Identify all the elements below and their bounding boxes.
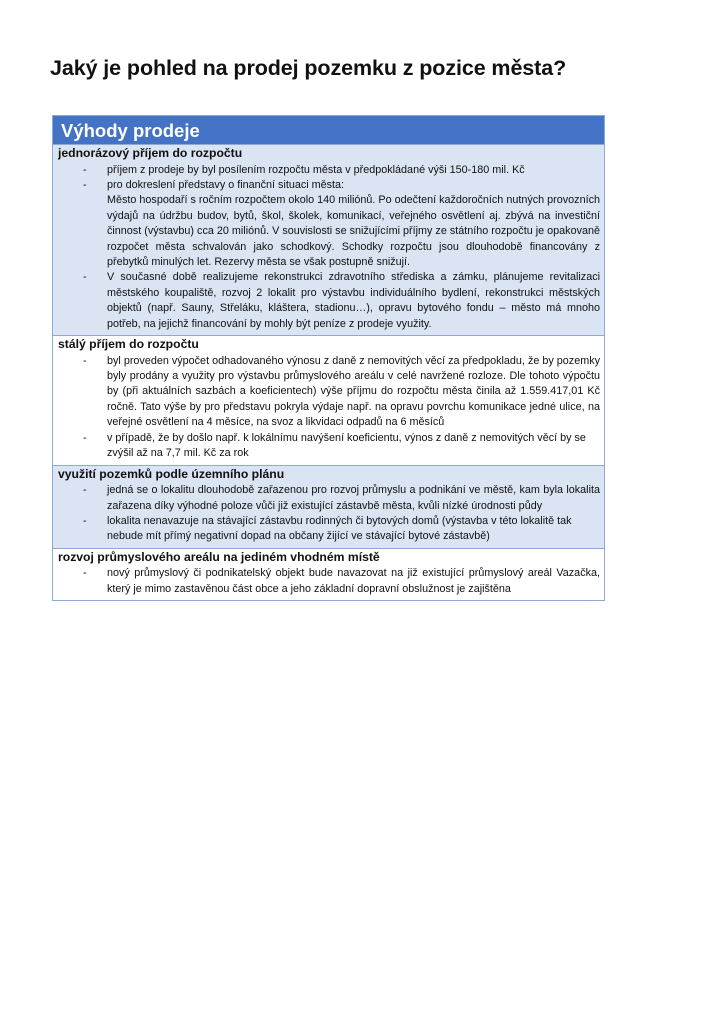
dash-bullet: - bbox=[83, 484, 87, 497]
dash-bullet: - bbox=[83, 163, 87, 176]
section-industrial-development bbox=[53, 548, 604, 600]
section-regular-income bbox=[53, 335, 604, 464]
dash-bullet: - bbox=[83, 271, 87, 284]
dash-bullet: - bbox=[83, 179, 87, 191]
list-item: - příjem z prodeje by byl posílením rozpočtu města v předpokládané výši 150-180 mil. Kč bbox=[57, 163, 600, 178]
list-item: - nový průmyslový či podnikatelský objekt bude navazovat na již existující průmyslový areál Vazačka, který je mimo zastavěnou část obce a jeho základní dopravní obslužnost je zajištěna bbox=[83, 567, 600, 595]
section-land-use-plan bbox=[53, 465, 604, 548]
dash-bullet: - bbox=[83, 431, 87, 444]
page-title: Jaký je pohled na prodej pozemku z pozice města? bbox=[50, 56, 567, 80]
list-item: - byl proveden výpočet odhadovaného výnosu z daně z nemovitých věcí za předpokladu, že by pozemky byly prodány a využity pro výstavbu průmyslového areálu v celé navržené rozloze. Dle tohoto výpočtu by (při aktuálních sazbách a koeficientech) výše příjmu do rozpočtu města činila až 1.559.417,01 Kč ročně. Tato výše by pro představu pokryla výdaje např. na opravu povrchu komunikace jedné ulice, na veřejné osvětlení na 4 měsíce, na svoz a likvidaci odpadů na 6 měsíců bbox=[83, 354, 600, 429]
table-header: Výhody prodeje bbox=[53, 116, 604, 144]
dash-bullet: - bbox=[83, 567, 87, 580]
advantages-table bbox=[52, 115, 605, 601]
section-one-time-income bbox=[53, 144, 604, 335]
section-title: stálý příjem do rozpočtu bbox=[58, 337, 199, 352]
list-item: - jedná se o lokalitu dlouhodobě zařazenou pro rozvoj průmyslu a podnikání ve městě, kam byla lokalita zařazena díky výhodné poloze vůči již existující zástavbě města, kvůli nízké úrodnosti půdy bbox=[83, 484, 600, 512]
dash-bullet: - bbox=[83, 514, 87, 527]
section-title: jednorázový příjem do rozpočtu bbox=[58, 146, 243, 160]
list-item: - lokalita nenavazuje na stávající zástavbu rodinných či bytových domů (výstavba v této lokalitě tak nebude mít přímý negativní dopad na občany žijící ve stávající bytové zástavbě) bbox=[83, 514, 572, 543]
list-item: - V současné době realizujeme rekonstrukci zdravotního střediska a zámku, plánujeme revitalizaci městského koupaliště, rozvoj 2 lokalit pro výstavbu individuálního bydlení, rekonstrukci městských objektů (např. Sauny, Střeláku, kláštera, stadionu…), opravu bytového fondu – město má mnoho potřeb, na jejichž financování by mohly být peníze z prodeje využity. bbox=[83, 271, 600, 330]
section-title: využití pozemků podle územního plánu bbox=[58, 466, 285, 481]
list-item: - v případě, že by došlo např. k lokálnímu navýšení koeficientu, výnos z daně z nemovitých věcí by se zvýšil až na 7,7 mil. Kč za rok bbox=[83, 431, 586, 460]
dash-bullet: - bbox=[83, 354, 87, 367]
list-item: - pro dokreslení představy o finanční situaci města: Město hospodaří s ročním rozpočtem okolo 140 miliónů. Po odečtení každoročních nutných provozních výdajů na údržbu budov, bytů, škol, školek, komunikací, veřejného osvětlení aj. zbývá na investiční činnost (výstavbu) cca 20 miliónů. V souvislosti se snižujícími příjmy ze státního rozpočtu je opakovaně rozpočet města schvalován jako schodkový. Schodky rozpočtu jsou dlouhodobě financovány z přebytků minulých let. Rezervy města se však postupně snižují. bbox=[83, 179, 600, 269]
section-title: rozvoj průmyslového areálu na jediném vhodném místě bbox=[58, 549, 380, 564]
